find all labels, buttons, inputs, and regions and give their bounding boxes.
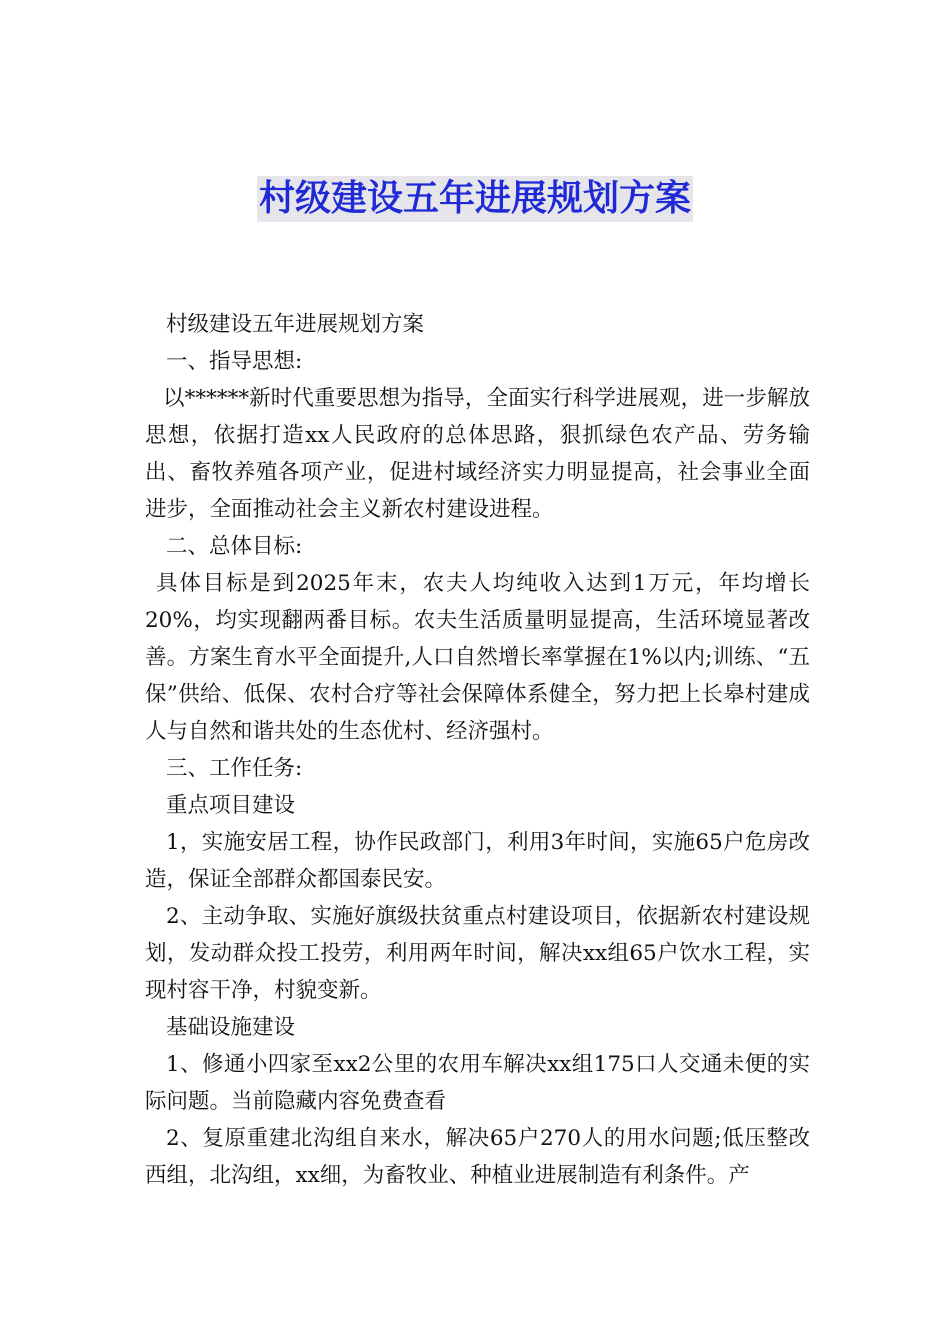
paragraph: 2、复原重建北沟组自来水，解决65户270人的用水问题;低压整改西组，北沟组，xx细，为畜牧业、种植业进展制造有利条件。产 [145, 1126, 810, 1188]
subsection-heading: 基础设施建设 [166, 1015, 296, 1040]
paragraph: 2、主动争取、实施好旗级扶贫重点村建设项目，依据新农村建设规划，发动群众投工投劳，利用两年时间，解决xx组65户饮水工程，实现村容干净，村貌变新。 [145, 904, 810, 1003]
title-container [0, 176, 950, 222]
section-heading: 一、指导思想: [166, 349, 303, 374]
paragraph: 以******新时代重要思想为指导，全面实行科学进展观，进一步解放思想，依据打造xx人民政府的总体思路，狠抓绿色农产品、劳务输出、畜牧养殖各项产业，促进村域经济实力明显提高，社会事业全面进步，全面推动社会主义新农村建设进程。 [145, 386, 810, 522]
paragraph: 1，实施安居工程，协作民政部门，利用3年时间，实施65户危房改造，保证全部群众都国泰民安。 [145, 830, 810, 892]
document-title: 村级建设五年进展规划方案 [257, 176, 693, 222]
section-heading: 三、工作任务: [166, 756, 303, 781]
document-body [145, 306, 810, 1194]
section-heading: 二、总体目标: [166, 534, 303, 559]
subsection-heading: 重点项目建设 [166, 793, 296, 818]
paragraph: 1、修通小四家至xx2公里的农用车解决xx组175口人交通未便的实际问题。当前隐藏内容免费查看 [145, 1052, 810, 1114]
paragraph: 具体目标是到2025年末，农夫人均纯收入达到1万元，年均增长20%，均实现翻两番目标。农夫生活质量明显提高，生活环境显著改善。方案生育水平全面提升,人口自然增长率掌握在1%以内;训练、“五保”供给、低保、农村合疗等社会保障体系健全，努力把上长皋村建成人与自然和谐共处的生态优村、经济强村。 [145, 571, 810, 744]
paragraph: 村级建设五年进展规划方案 [166, 312, 425, 337]
